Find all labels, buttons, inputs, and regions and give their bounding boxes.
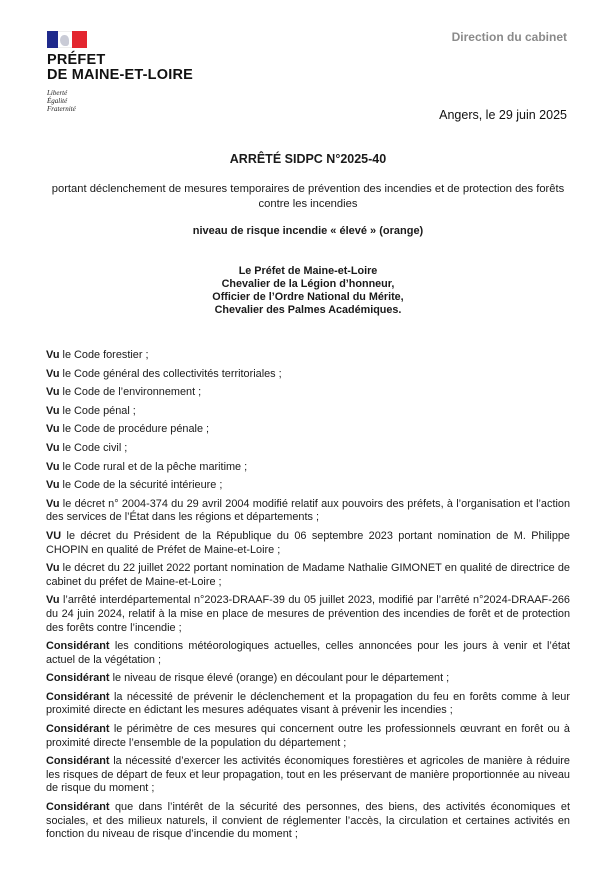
clause-text: le décret du Président de la République du 06 septembre 2023 portant nomination de M. Philippe CHOPIN en qualité de Préfet de Maine-et-Loire ; bbox=[46, 529, 570, 556]
clause-text: le Code de l’environnement ; bbox=[59, 386, 202, 399]
clause-text: le Code civil ; bbox=[59, 441, 128, 454]
prefect-titles bbox=[0, 265, 616, 317]
clause bbox=[46, 423, 570, 437]
clause-keyword: Considérant bbox=[46, 640, 110, 653]
clause-keyword: VU bbox=[46, 529, 62, 542]
clause-text: l’arrêté interdépartemental n°2023-DRAAF-39 du 05 juillet 2023, modifié par l’arrêté n°2024-DRAAF-266 du 24 juin 2024, relatif à la mise en place de mesures de prévention des incendies de forêt et de protection des forêts contre l’incendie ; bbox=[46, 594, 570, 634]
clause bbox=[46, 691, 570, 718]
clause-keyword: Vu bbox=[46, 386, 60, 399]
document-subject: portant déclenchement de mesures temporaires de prévention des incendies et de protection des forêts contre les incendies bbox=[51, 183, 565, 210]
clause-keyword: Considérant bbox=[46, 723, 110, 736]
motto bbox=[47, 89, 247, 113]
clauses-list bbox=[46, 349, 570, 847]
prefecture-name-line2: DE MAINE-ET-LOIRE bbox=[47, 67, 193, 83]
clause-keyword: Vu bbox=[46, 460, 60, 473]
clause-keyword: Considérant bbox=[46, 690, 110, 703]
clause bbox=[46, 723, 570, 750]
clause-text: le Code forestier ; bbox=[59, 349, 149, 361]
clause bbox=[46, 801, 570, 842]
prefecture-name-line1: PRÉFET bbox=[47, 52, 106, 68]
department-label: Direction du cabinet bbox=[451, 30, 567, 44]
clause-text: le décret n° 2004-374 du 29 avril 2004 modifié relatif aux pouvoirs des préfets, à l’organisation et l’action des services de l’État dans les régions et départements ; bbox=[46, 497, 570, 524]
clause-text: le Code de la sécurité intérieure ; bbox=[59, 479, 223, 492]
clause-keyword: Vu bbox=[46, 423, 60, 436]
clause-text: les conditions météorologiques actuelles, celles annoncées pour les jours à venir et l’état actuel de la végétation ; bbox=[46, 640, 570, 666]
risk-level: niveau de risque incendie « élevé » (orange) bbox=[192, 225, 424, 237]
prefect-title-3: Chevalier des Palmes Académiques. bbox=[214, 304, 402, 316]
marianne-flag-icon bbox=[47, 31, 87, 48]
clause-keyword: Vu bbox=[46, 479, 60, 492]
clause bbox=[46, 349, 570, 363]
clause-keyword: Vu bbox=[46, 441, 60, 454]
clause-text: le périmètre de ces mesures qui concernent outre les professionnels œuvrant en forêt ou à proximité directe l’ensemble de la population du département ; bbox=[46, 723, 570, 749]
clause-keyword: Vu bbox=[46, 497, 60, 510]
clause-text: le Code pénal ; bbox=[59, 404, 136, 417]
clause bbox=[46, 672, 570, 686]
clause bbox=[46, 461, 570, 475]
clause-text: le Code général des collectivités territoriales ; bbox=[59, 367, 282, 380]
clause-keyword: Considérant bbox=[46, 672, 110, 685]
clause-text: la nécessité de prévenir le déclenchement et la propagation du feu en forêts comme à leur proximité directe en édictant les mesures adéquates visant à prévenir les incendies ; bbox=[46, 690, 570, 717]
clause-keyword: Vu bbox=[46, 562, 60, 575]
clause bbox=[46, 498, 570, 525]
clause-text: le décret du 22 juillet 2022 portant nomination de Madame Nathalie GIMONET en qualité de directrice de cabinet du préfet de Maine-et-Loire ; bbox=[46, 562, 570, 588]
clause bbox=[46, 479, 570, 493]
clause bbox=[46, 755, 570, 796]
date-line: Angers, le 29 juin 2025 bbox=[439, 108, 567, 122]
clause-text: le Code rural et de la pêche maritime ; bbox=[59, 460, 248, 473]
clause-keyword: Vu bbox=[46, 404, 60, 417]
motto-fraternite: Fraternité bbox=[47, 105, 76, 113]
clause bbox=[46, 442, 570, 456]
motto-egalite: Égalité bbox=[47, 97, 68, 105]
clause-keyword: Vu bbox=[46, 367, 60, 380]
clause-text: le Code de procédure pénale ; bbox=[59, 423, 210, 436]
clause bbox=[46, 386, 570, 400]
clause-text: la nécessité d’exercer les activités économiques forestières et agricoles de manière à réduire les risques de départ de feux et leur propagation, tout en les préservant de manière proportionnée au niveau de risque du moment ; bbox=[46, 755, 570, 795]
clause bbox=[46, 594, 570, 635]
clause-keyword: Vu bbox=[46, 594, 60, 607]
prefecture-name bbox=[47, 53, 247, 83]
clause bbox=[46, 562, 570, 589]
motto-liberte: Liberté bbox=[47, 89, 68, 97]
clause bbox=[46, 640, 570, 667]
prefect-title-1: Chevalier de la Légion d’honneur, bbox=[221, 278, 395, 290]
prefecture-logo bbox=[47, 31, 247, 113]
clause-text: que dans l’intérêt de la sécurité des personnes, des biens, des activités économiques et sociales, et des milieux naturels, il convient de réglementer l’accès, la circulation et certaines activités en fonction du niveau de risque d’incendie du moment ; bbox=[46, 801, 570, 841]
clause-keyword: Vu bbox=[46, 349, 60, 361]
clause-keyword: Considérant bbox=[46, 801, 110, 814]
clause bbox=[46, 405, 570, 419]
prefect-title-2: Officier de l’Ordre National du Mérite, bbox=[212, 291, 404, 303]
prefect-name: Le Préfet de Maine-et-Loire bbox=[238, 265, 378, 277]
clause bbox=[46, 368, 570, 382]
clause-keyword: Considérant bbox=[46, 755, 110, 768]
clause bbox=[46, 530, 570, 557]
clause-text: le niveau de risque élevé (orange) en découlant pour le département ; bbox=[109, 672, 450, 685]
document-title: ARRÊTÉ SIDPC N°2025-40 bbox=[229, 152, 387, 166]
